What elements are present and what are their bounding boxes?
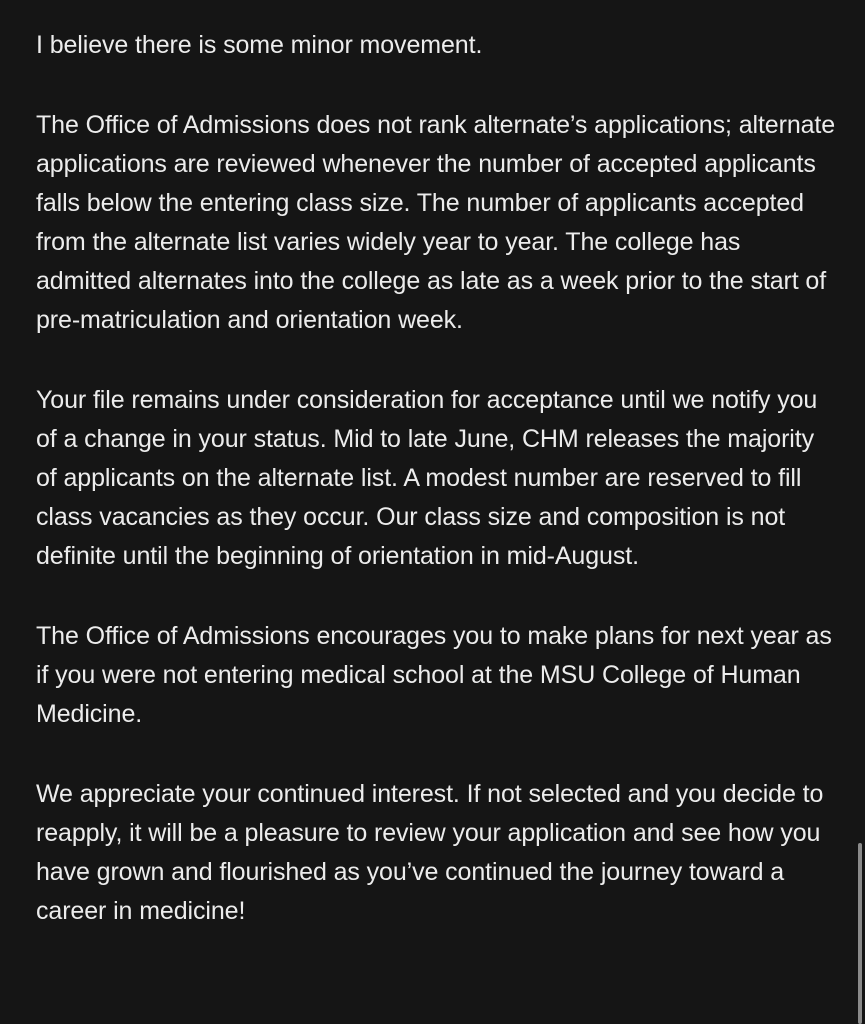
paragraph-alternate-review: The Office of Admissions does not rank alternate’s applications; alternate applications are reviewed whenever the number of accepted applicants falls below the entering class size. The number of applicants accepted from the alternate list varies widely year to year. The college has admitted alternates into the college as late as a week prior to the start of pre-matriculation and orientation week.: [36, 111, 836, 334]
scrollbar[interactable]: [851, 0, 865, 1024]
paragraph-closing: We appreciate your continued interest. If not selected and you decide to reapply, it will be a pleasure to review your application and see how you have grown and flourished as you’ve continued the journey toward a career in medicine!: [36, 780, 824, 925]
email-body: [36, 26, 836, 972]
paragraph-plans: The Office of Admissions encourages you to make plans for next year as if you were not entering medical school at the MSU College of Human Medicine.: [36, 622, 832, 728]
paragraph-status: Your file remains under consideration for acceptance until we notify you of a change in your status. Mid to late June, CHM releases the majority of applicants on the alternate list. A modest number are reserved to fill class vacancies as they occur. Our class size and composition is not definite until the beginning of orientation in mid-August.: [36, 386, 818, 570]
scrollbar-thumb[interactable]: [858, 843, 862, 1024]
paragraph-intro: I believe there is some minor movement.: [36, 31, 483, 59]
